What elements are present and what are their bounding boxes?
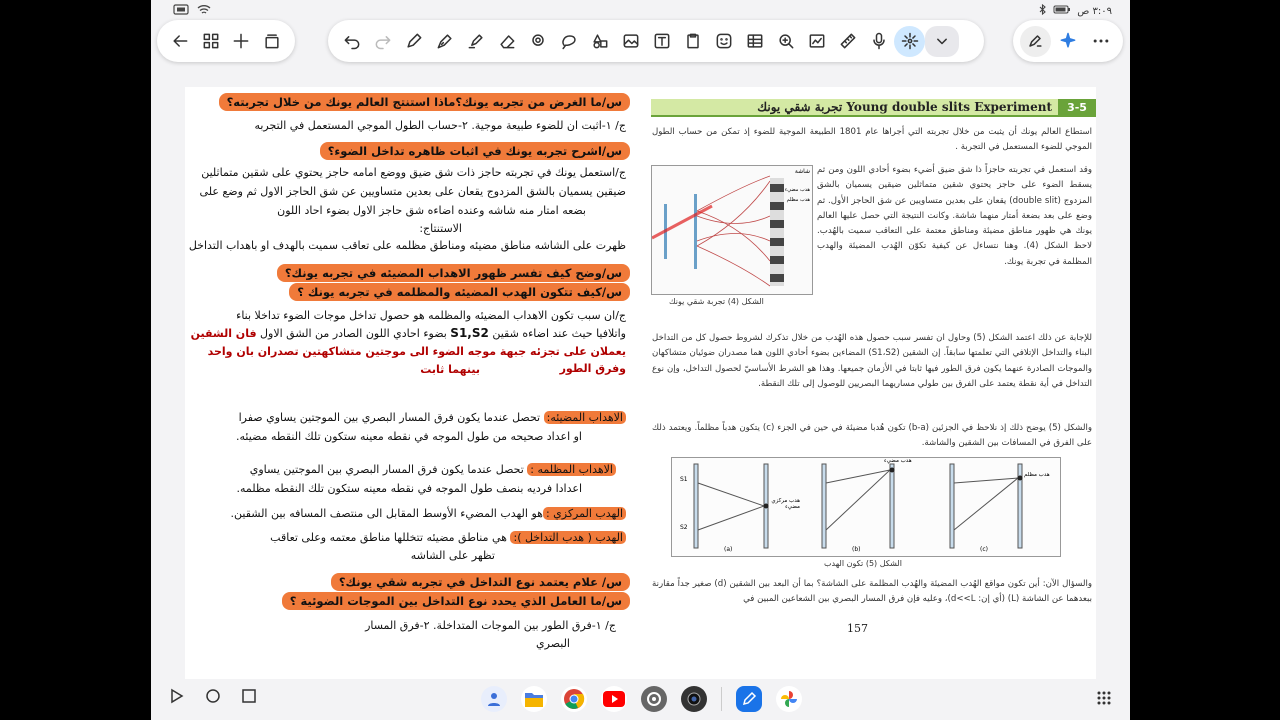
handwritten-notes	[185, 87, 640, 679]
central-fringe-text: هو الهدب المضيء الأوسط المقابل الى منتصف المسافه بين الشقين.	[230, 507, 543, 520]
back-nav-icon[interactable]	[169, 688, 185, 708]
central-fringe-label: الهدب المركزي :	[543, 507, 626, 520]
paragraph-3: للإجابة عن ذلك اعتمد الشكل (5) وحاول ان تفسر سبب حصول هذه الهُدب من خلال تذكرك لشروط حصول كل من التداخل البناء والتداخل الإتلافي التي تعلمتها سابقاً. إن الشقين (S1،S2) المضاءين بضوء أحادي اللون هما مصدران ضوئيان متشاكهان والموجات الصادرة عنهما يكون فرق الطور فيها ثابتا في الأزمان جميعها. وهذا هو الشرط الأساسيّ لحصول التداخل، وإن نوع التداخل في أية نقطة يعتمد على الفرق بين طولي مساريهما البصريين للوصول إلى تلك النقطة.	[652, 333, 1092, 389]
stack-icon[interactable]	[257, 26, 288, 57]
paragraph-4: والشكل (5) يوضح ذلك إذ نلاحظ في الجزئين (b-a) تكون هُدبا مضيئة في حين في الجزء (c) يتكون هدباً مظلماً. ويعتمد ذلك على الفرق في المسافات بين الشقين والشاشة.	[652, 423, 1092, 449]
section-header	[651, 99, 1096, 117]
back-arrow-icon[interactable]	[165, 26, 196, 57]
part-a-label: (a)	[724, 546, 733, 553]
paste-icon[interactable]	[677, 26, 708, 57]
status-time: ٣:٠٩ ص	[1077, 5, 1112, 17]
central-fringe-line	[231, 505, 627, 522]
eraser-icon[interactable]	[491, 26, 522, 57]
answer-3-line-3: يعملان على تجزئه جبهة موجه الضوء الى موجتين متشاكهتين تصدران بان واحد وفرق الطور	[207, 345, 626, 375]
camera-app-icon[interactable]	[681, 686, 707, 712]
table-icon[interactable]	[739, 26, 770, 57]
dark-fringe-line-1	[250, 461, 616, 478]
question-2: س/اشرح تجربه يونك في اثبات ظاهره تداخل الضوء؟	[320, 142, 630, 160]
notes-app-icon[interactable]	[736, 686, 762, 712]
answer-3-text-c: بضوء احادي اللون الصادر من الشق الاول	[260, 327, 447, 340]
image-icon[interactable]	[615, 26, 646, 57]
dark-fringe-tag: هدب مظلم	[786, 197, 810, 203]
drawing-toolbar	[328, 20, 984, 62]
youtube-app-icon[interactable]	[601, 686, 627, 712]
answer-2-line-3: بضعه امتار منه شاشه وعنده اضاءه شق حاجز الاول بضوء احاد اللون	[277, 204, 586, 217]
answer-3-line-2	[191, 325, 626, 342]
question-3: س/وضح كيف تفسر ظهور الاهداب المضيئه في تجربه يونك؟	[277, 264, 630, 282]
highlighter-icon[interactable]	[460, 26, 491, 57]
answer-3-line-1: ج/ان سبب تكون الاهداب المضيئه والمظلمه هو حصول تداخل موجات الضوء تداخلا بناء	[236, 309, 626, 322]
dark-fringe-label: الاهداب المظلمه :	[527, 463, 616, 476]
fringe-def-line-2: تظهر على الشاشه	[410, 549, 495, 562]
tablet-screen	[151, 0, 1130, 720]
lasso-icon[interactable]	[522, 26, 553, 57]
figure-4-young-experiment	[651, 165, 813, 295]
right-toolbar	[1013, 20, 1123, 62]
text-icon[interactable]	[646, 26, 677, 57]
sticker-icon[interactable]	[708, 26, 739, 57]
answer-2-line-1: ج/استعمل يونك في تجربته حاجز ذات شق ضيق ووضع امامه حاجز يحتوي على شقين متماثلين	[201, 166, 626, 179]
fountain-pen-icon[interactable]	[429, 26, 460, 57]
photos-app-icon[interactable]	[776, 686, 802, 712]
more-icon[interactable]	[1085, 26, 1116, 57]
status-bar	[151, 0, 1130, 20]
home-nav-icon[interactable]	[205, 688, 221, 708]
pen-icon[interactable]	[398, 26, 429, 57]
bright-fringe-tag-b: هدب مضيء	[884, 458, 912, 464]
screenshot-icon	[173, 4, 189, 18]
chevron-down-icon[interactable]	[925, 26, 959, 57]
dark-fringe-text: تحصل عندما يكون فرق المسار البصري بين الموجتين يساوي	[249, 463, 524, 476]
bright-fringe-label: الاهداب المضيئه:	[544, 411, 626, 424]
question-4: س/كيف تتكون الهدب المضيئه والمظلمه في تجربه يونك ؟	[289, 283, 630, 301]
app-drawer-icon[interactable]	[1096, 690, 1112, 710]
wifi-icon	[197, 4, 211, 18]
section-title: تجربة شقي يونك Young double slits Experiment	[757, 100, 1052, 114]
figure-5-caption: الشكل (5) تكون الهدب	[824, 559, 902, 568]
bright-fringe-line-2: او اعداد صحيحه من طول الموجه في نقطه معينه ستكون تلك النقطه مضيئه.	[235, 430, 582, 443]
laser-icon[interactable]	[894, 26, 925, 57]
plus-icon[interactable]	[226, 26, 257, 57]
figure-4-caption: الشكل (4) تجربة شقي يونك	[669, 297, 764, 306]
answer-3-text-d: فان الشقين	[190, 327, 257, 340]
s2-label-a: S2	[680, 524, 688, 531]
zoom-icon[interactable]	[770, 26, 801, 57]
bright-fringe-line-1	[239, 409, 626, 426]
chrome-app-icon[interactable]	[561, 686, 587, 712]
fringe-def-text: هي مناطق مضيئه تتخللها مناطق معتمه وعلى تعاقب	[270, 531, 507, 544]
files-app-icon[interactable]	[521, 686, 547, 712]
textbook-page	[649, 87, 1096, 679]
answer-3-line-4: بينهما ثابت	[420, 363, 480, 376]
page-number: 157	[847, 622, 868, 635]
bright-fringe-tag: هدب مضيء	[784, 187, 810, 193]
figure-5-fringe-formation	[671, 457, 1061, 557]
app-dock	[481, 686, 802, 712]
undo-icon[interactable]	[336, 26, 367, 57]
ai-sparkle-icon[interactable]	[1052, 26, 1083, 57]
dark-fringe-line-2: اعدادا فرديه بنصف طول الموجه في نقطه معينه ستكون تلك النقطه مظلمه.	[236, 482, 582, 495]
answer-5-line-1: ج/ ١-فرق الطور بين الموجات المتداخلة. ٢-فرق المسار	[365, 619, 616, 632]
left-toolbar	[157, 20, 295, 62]
bright-fringe-text: تحصل عندما يكون فرق المسار البصري بين الموجتين يساوي صفرا	[238, 411, 541, 424]
s1-label-a: S1	[680, 476, 688, 483]
shapes-icon[interactable]	[584, 26, 615, 57]
paragraph-2: وقد استعمل في تجربته حاجزاً ذا شق ضيق أضيء بضوء أحادي اللون ومن ثم يسقط الضوء على حاجز يحتوي شقين متماثلين ضيقين يسميان بالشق المزدوج (double slit) يقعان على بعدين متساويين عن شق الحاجز الأول. ثم وضع على بعد بضعة أمتار منهما شاشة. وكانت النتيجة التي حصل عليها العالم يونك هي ظهور مناطق مضيئة ومناطق معتمة على التعاقب سميت بالهُدب. لاحظ الشكل (4). وهنا نتساءل عن كيفية تكوّن الهُدب المضيئة والهدب المظلمة في تجربة يونك.	[817, 165, 1092, 267]
answer-3-text-a: واتلافيا حيث عند اضاءه شقين	[492, 327, 626, 340]
paragraph-5: والسؤال الآن: أين تكون مواقع الهُدب المضيئة والهُدب المظلمة على الشاشة؟ بما أن البعد بين الشقين (d) صغير جداً مقارنة ببعدهما عن الشاشة (L) (أي إن: d<<L)، وعليه فإن فرق المسار البصري بين الشعاعين المبين في	[652, 579, 1092, 605]
question-6: س/ما العامل الذي يحدد نوع التداخل بين الموجات الضوئية ؟	[282, 592, 630, 610]
paragraph-1: استطاع العالم يونك أن يثبت من خلال تجربته التي أجراها عام 1801 الطبيعة الموجية للضوء إذ تمكن من حساب الطول الموجي للضوء المستعمل في التجربة .	[652, 127, 1092, 153]
grid-icon[interactable]	[196, 26, 227, 57]
note-page[interactable]	[185, 87, 1096, 679]
redo-icon[interactable]	[367, 26, 398, 57]
central-fringe-tag: هدب مركزي مضيء	[771, 498, 800, 510]
lasso-free-icon[interactable]	[553, 26, 584, 57]
chart-icon[interactable]	[801, 26, 832, 57]
answer-2-line-4: الاستنتاج:	[419, 222, 462, 235]
recents-nav-icon[interactable]	[241, 688, 257, 708]
navigation-bar	[151, 680, 1130, 720]
contacts-app-icon[interactable]	[481, 686, 507, 712]
fringe-def-line-1	[270, 529, 626, 546]
slits-symbol: S1,S2	[450, 326, 489, 340]
screen-label: شاشة	[794, 168, 810, 175]
pen-settings-icon[interactable]	[1020, 26, 1051, 57]
answer-2-line-5: ظهرت على الشاشه مناطق مضيئه ومناطق مظلمه على تعاقب سميت بالهدف او باهداب التداخل	[188, 239, 626, 252]
part-c-label: (c)	[980, 546, 988, 553]
ruler-icon[interactable]	[832, 26, 863, 57]
answer-1: ج/ ١-اثبت ان للضوء طبيعة موجية. ٢-حساب الطول الموجي المستعمل في التجربه	[254, 119, 626, 132]
section-number: 3-5	[1058, 99, 1096, 117]
dark-fringe-tag-c: هدب مظلم	[1024, 472, 1050, 478]
settings-app-icon[interactable]	[641, 686, 667, 712]
question-5: س/ علام يعتمد نوع التداخل في تجربه شقي يونك؟	[331, 573, 630, 591]
answer-2-line-2: ضيقين يسميان بالشق المزدوج يقعان على بعدين متساويين عن شق الحاجز الاول ثم وضع على	[199, 185, 626, 198]
fringe-formation-diagram	[672, 458, 1060, 556]
bluetooth-icon	[1039, 4, 1047, 18]
question-1: س/ما الغرض من تجربه يونك؟ماذا استنتج العالم يونك من خلال تجربته؟	[219, 93, 630, 111]
answer-5-line-2: البصري	[536, 637, 570, 650]
part-b-label: (b)	[852, 546, 861, 553]
fringe-def-label: الهدب ( هدب التداخل ):	[510, 531, 626, 544]
mic-icon[interactable]	[863, 26, 894, 57]
battery-icon	[1053, 5, 1071, 17]
